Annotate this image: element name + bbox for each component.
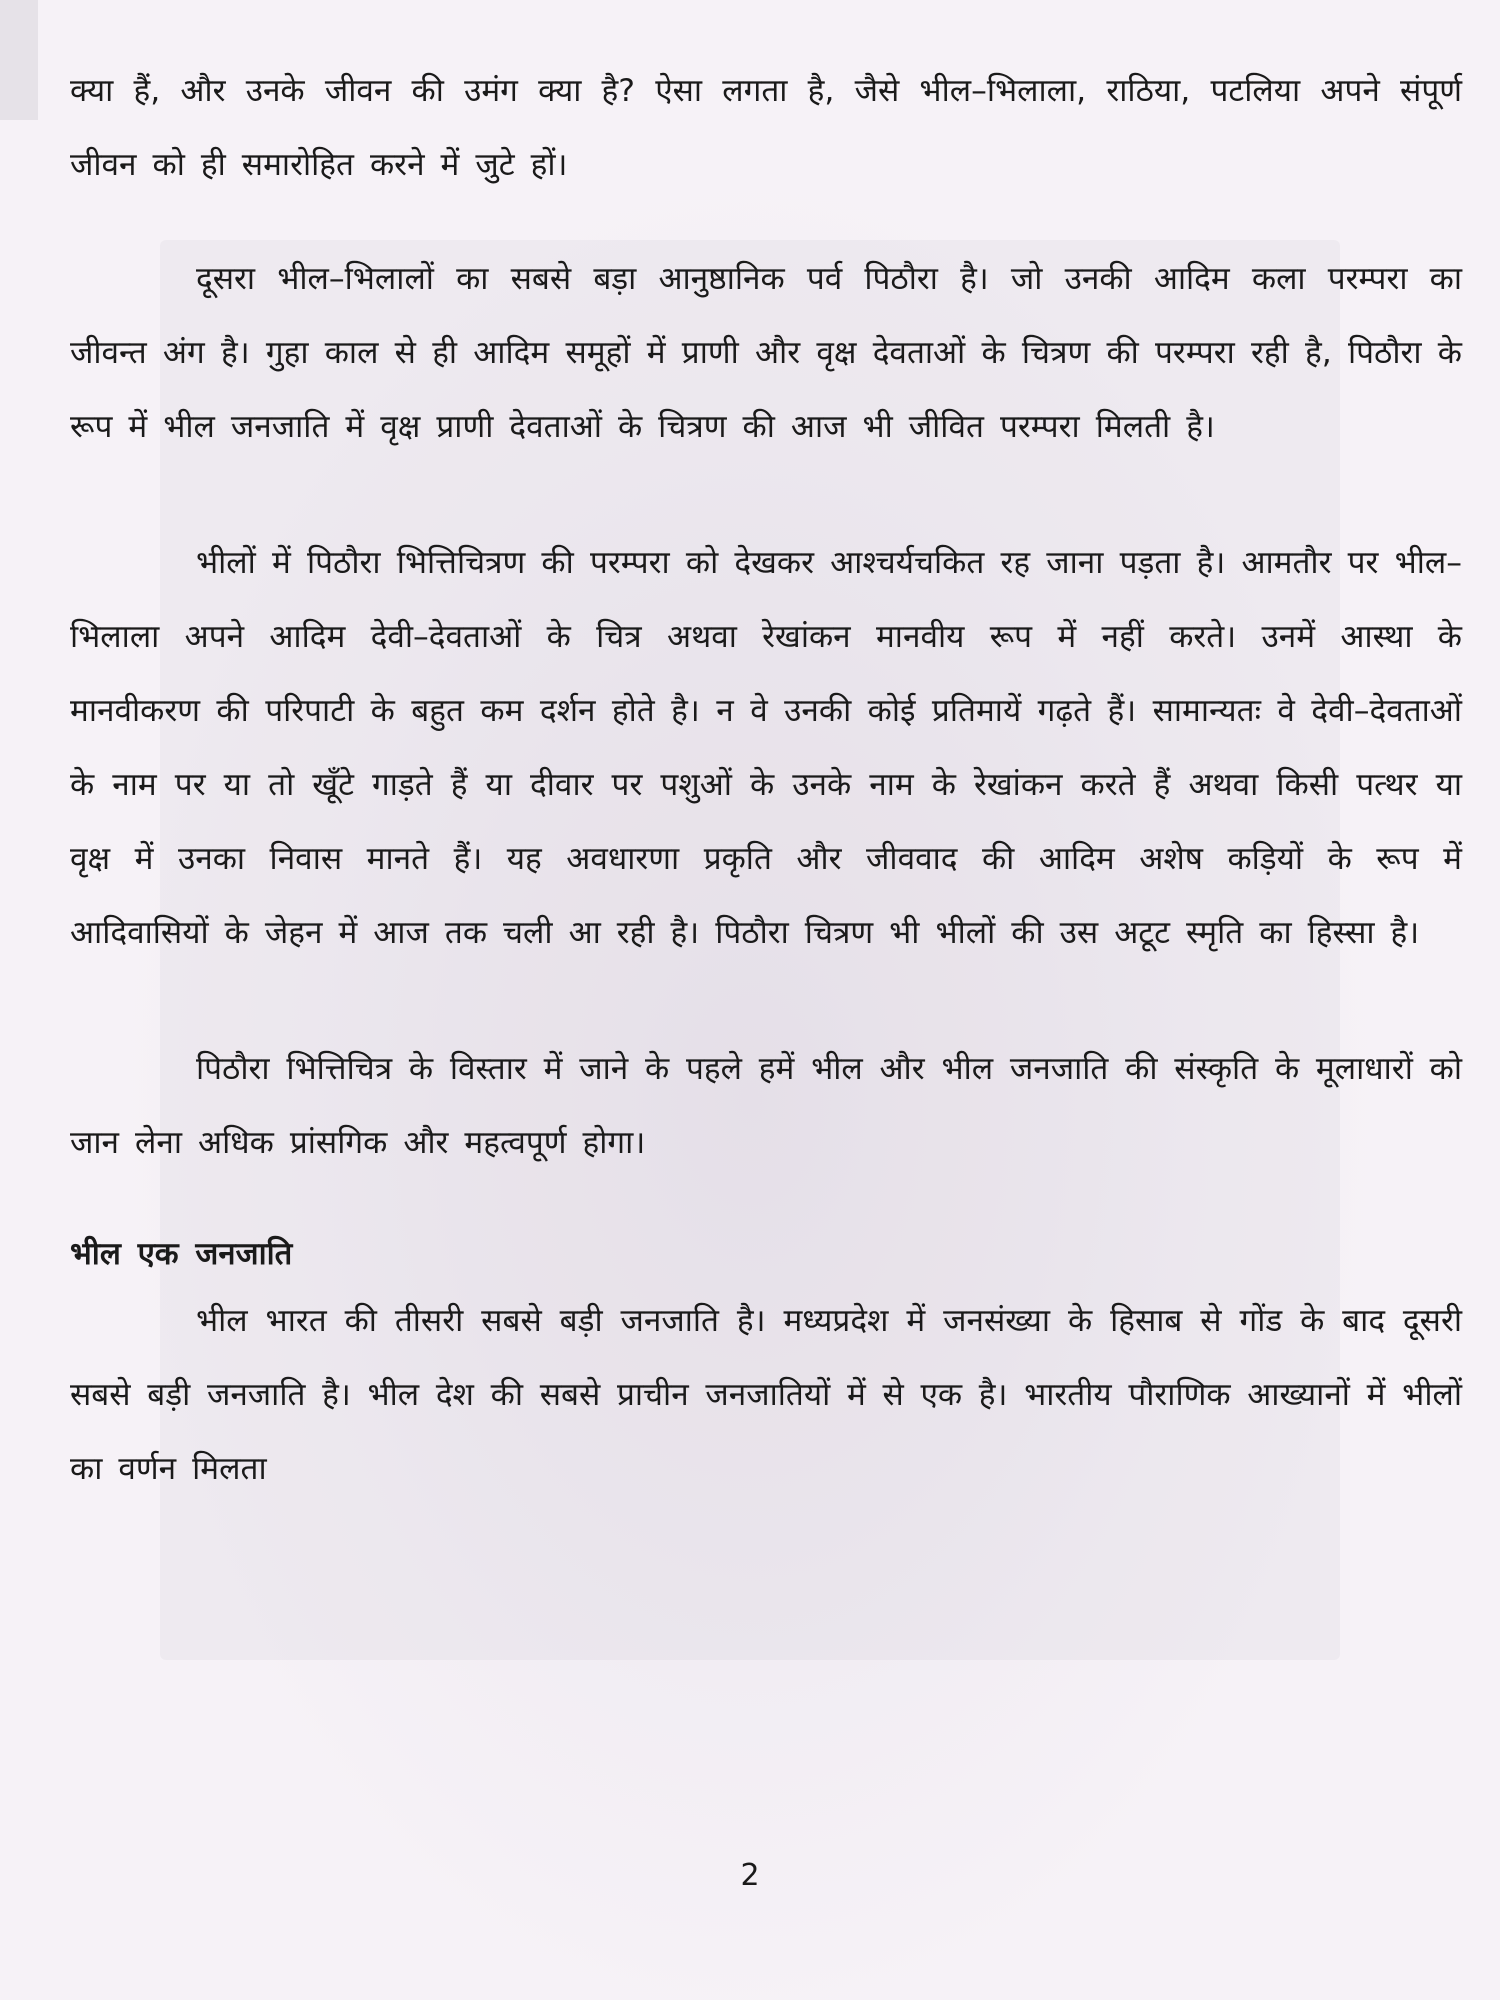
page-corner-shade [0, 0, 38, 120]
paragraph-pithora-festival: दूसरा भील–भिलालों का सबसे बड़ा आनुष्ठानिक पर्व पिठौरा है। जो उनकी आदिम कला परम्परा का जीवन्त अंग है। गुहा काल से ही आदिम समूहों में प्राणी और वृक्ष देवताओं के चित्रण की परम्परा रही है, पिठौरा के रूप में भील जनजाति में वृक्ष प्राणी देवताओं के चित्रण की आज भी जीवित परम्परा मिलती है। [70, 261, 1462, 445]
paragraph-before-expansion: पिठौरा भित्तिचित्र के विस्तार में जाने के पहले हमें भील और भील जनजाति की संस्कृति के मूलाधारों को जान लेना अधिक प्रांसगिक और महत्वपूर्ण होगा। [70, 1051, 1462, 1161]
page-body [70, 54, 1462, 1506]
page-number: 2 [740, 1858, 760, 1893]
section-heading: भील एक जनजाति [70, 1236, 293, 1272]
paragraph-bhil-tribe: भील भारत की तीसरी सबसे बड़ी जनजाति है। मध्यप्रदेश में जनसंख्या के हिसाब से गोंड के बाद दूसरी सबसे बड़ी जनजाति है। भील देश की सबसे प्राचीन जनजातियों में से एक है। भारतीय पौराणिक आख्यानों में भीलों का वर्णन मिलता [70, 1303, 1462, 1487]
paragraph-continuation: क्या हैं, और उनके जीवन की उमंग क्या है? ऐसा लगता है, जैसे भील–भिलाला, राठिया, पटलिया अपने संपूर्ण जीवन को ही समारोहित करने में जुटे हों। [70, 73, 1462, 183]
paragraph-pithora-wall-painting: भीलों में पिठौरा भित्तिचित्रण की परम्परा को देखकर आश्चर्यचकित रह जाना पड़ता है। आमतौर पर भील–भिलाला अपने आदिम देवी–देवताओं के चित्र अथवा रेखांकन मानवीय रूप में नहीं करते। उनमें आस्था के मानवीकरण की परिपाटी के बहुत कम दर्शन होते है। न वे उनकी कोई प्रतिमायें गढ़ते हैं। सामान्यतः वे देवी–देवताओं के नाम पर या तो खूँटे गाड़ते हैं या दीवार पर पशुओं के उनके नाम के रेखांकन करते हैं अथवा किसी पत्थर या वृक्ष में उनका निवास मानते हैं। यह अवधारणा प्रकृति और जीववाद की आदिम अशेष कड़ियों के रूप में आदिवासियों के जेहन में आज तक चली आ रही है। पिठौरा चित्रण भी भीलों की उस अटूट स्मृति का हिस्सा है। [70, 545, 1462, 951]
